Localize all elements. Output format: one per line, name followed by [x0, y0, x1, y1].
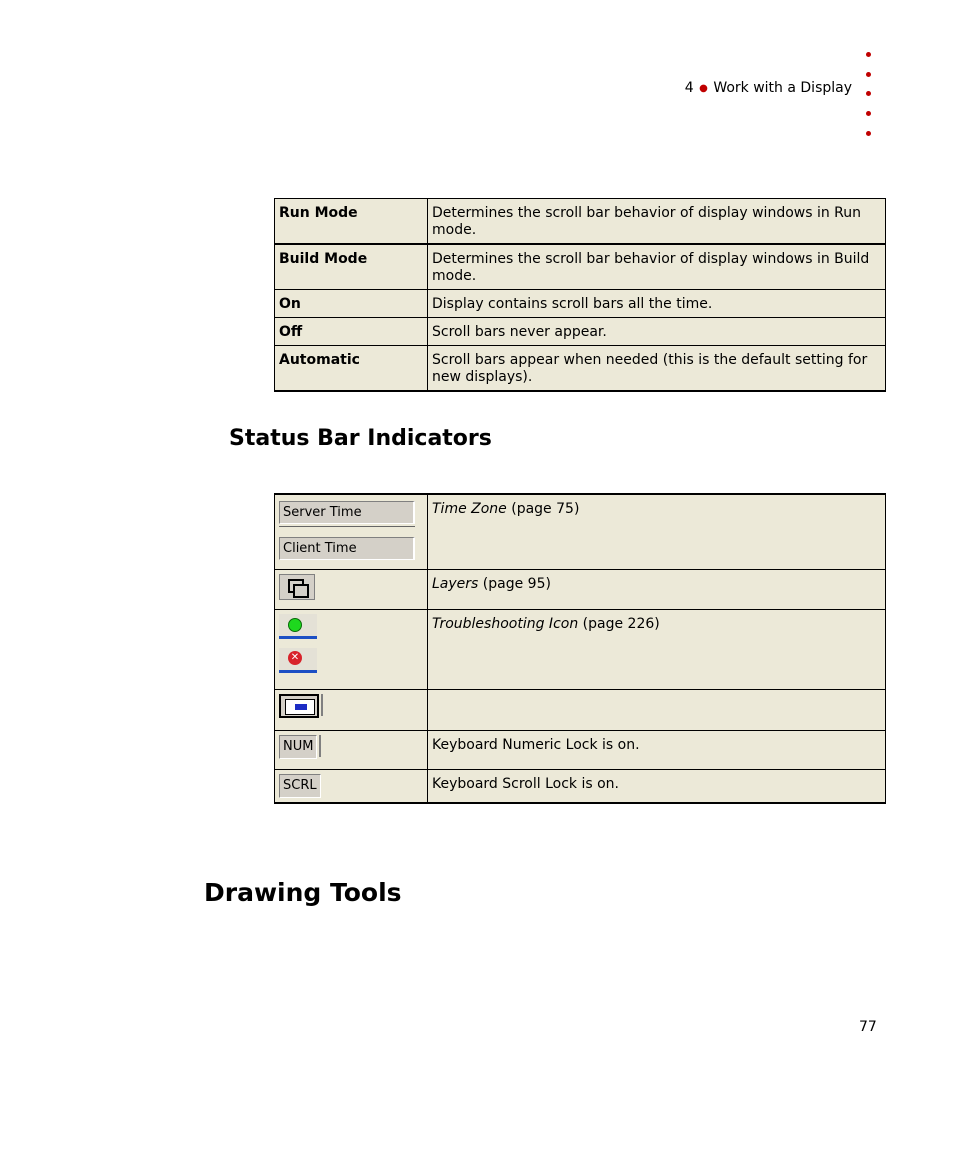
chapter-number: 4: [684, 80, 694, 96]
table-row: [275, 569, 886, 609]
option-description: Determines the scroll bar behavior of display windows in Build mode.: [428, 244, 886, 290]
table-row: [275, 318, 886, 346]
layers-link[interactable]: Layers: [432, 575, 479, 592]
num-lock-description: Keyboard Numeric Lock is on.: [428, 730, 886, 769]
dot-icon: [866, 52, 871, 57]
table-row: [275, 290, 886, 318]
table-row: [275, 689, 886, 730]
section-heading-status-bar: Status Bar Indicators: [229, 426, 492, 451]
page-ref: (page 75): [506, 501, 580, 517]
time-zone-link[interactable]: Time Zone: [432, 501, 507, 517]
option-description: Scroll bars never appear.: [428, 318, 886, 346]
layers-icon: [279, 574, 315, 600]
num-lock-indicator: NUM: [279, 735, 317, 759]
dot-icon: [866, 111, 871, 116]
status-ok-icon: [279, 614, 317, 639]
server-time-indicator: Server Time: [279, 501, 415, 524]
troubleshooting-link[interactable]: Troubleshooting Icon: [432, 615, 579, 632]
option-label: Run Mode: [275, 199, 428, 245]
table-row: [275, 730, 886, 769]
table-row: [275, 494, 886, 569]
bullet-icon: ●: [699, 83, 708, 94]
chapter-title: Work with a Display: [713, 80, 852, 96]
status-bar-indicators-table: [274, 493, 886, 804]
option-label: Off: [275, 318, 428, 346]
mode-icon: [279, 694, 319, 718]
running-header: [685, 80, 852, 96]
option-description: Scroll bars appear when needed (this is the default setting for new displays).: [428, 346, 886, 392]
option-label: Automatic: [275, 346, 428, 392]
table-row: [275, 244, 886, 290]
option-description: Display contains scroll bars all the time.: [428, 290, 886, 318]
status-error-icon: ✕: [279, 648, 317, 673]
scroll-lock-description: Keyboard Scroll Lock is on.: [428, 769, 886, 803]
section-heading-drawing-tools: Drawing Tools: [204, 878, 402, 907]
page-ref: (page 95): [478, 575, 551, 592]
decorative-dots: [866, 52, 872, 151]
page-number: 77: [859, 1019, 877, 1035]
table-row: [275, 609, 886, 689]
scroll-bar-options-table: [274, 198, 886, 392]
table-row: [275, 346, 886, 392]
table-row: [275, 199, 886, 245]
dot-icon: [866, 131, 871, 136]
option-label: On: [275, 290, 428, 318]
scroll-lock-indicator: SCRL: [279, 774, 321, 798]
page-ref: (page 226): [578, 615, 660, 632]
option-label: Build Mode: [275, 244, 428, 290]
client-time-indicator: Client Time: [279, 537, 415, 560]
dot-icon: [866, 91, 871, 96]
option-description: Determines the scroll bar behavior of display windows in Run mode.: [428, 199, 886, 245]
table-row: [275, 769, 886, 803]
dot-icon: [866, 72, 871, 77]
